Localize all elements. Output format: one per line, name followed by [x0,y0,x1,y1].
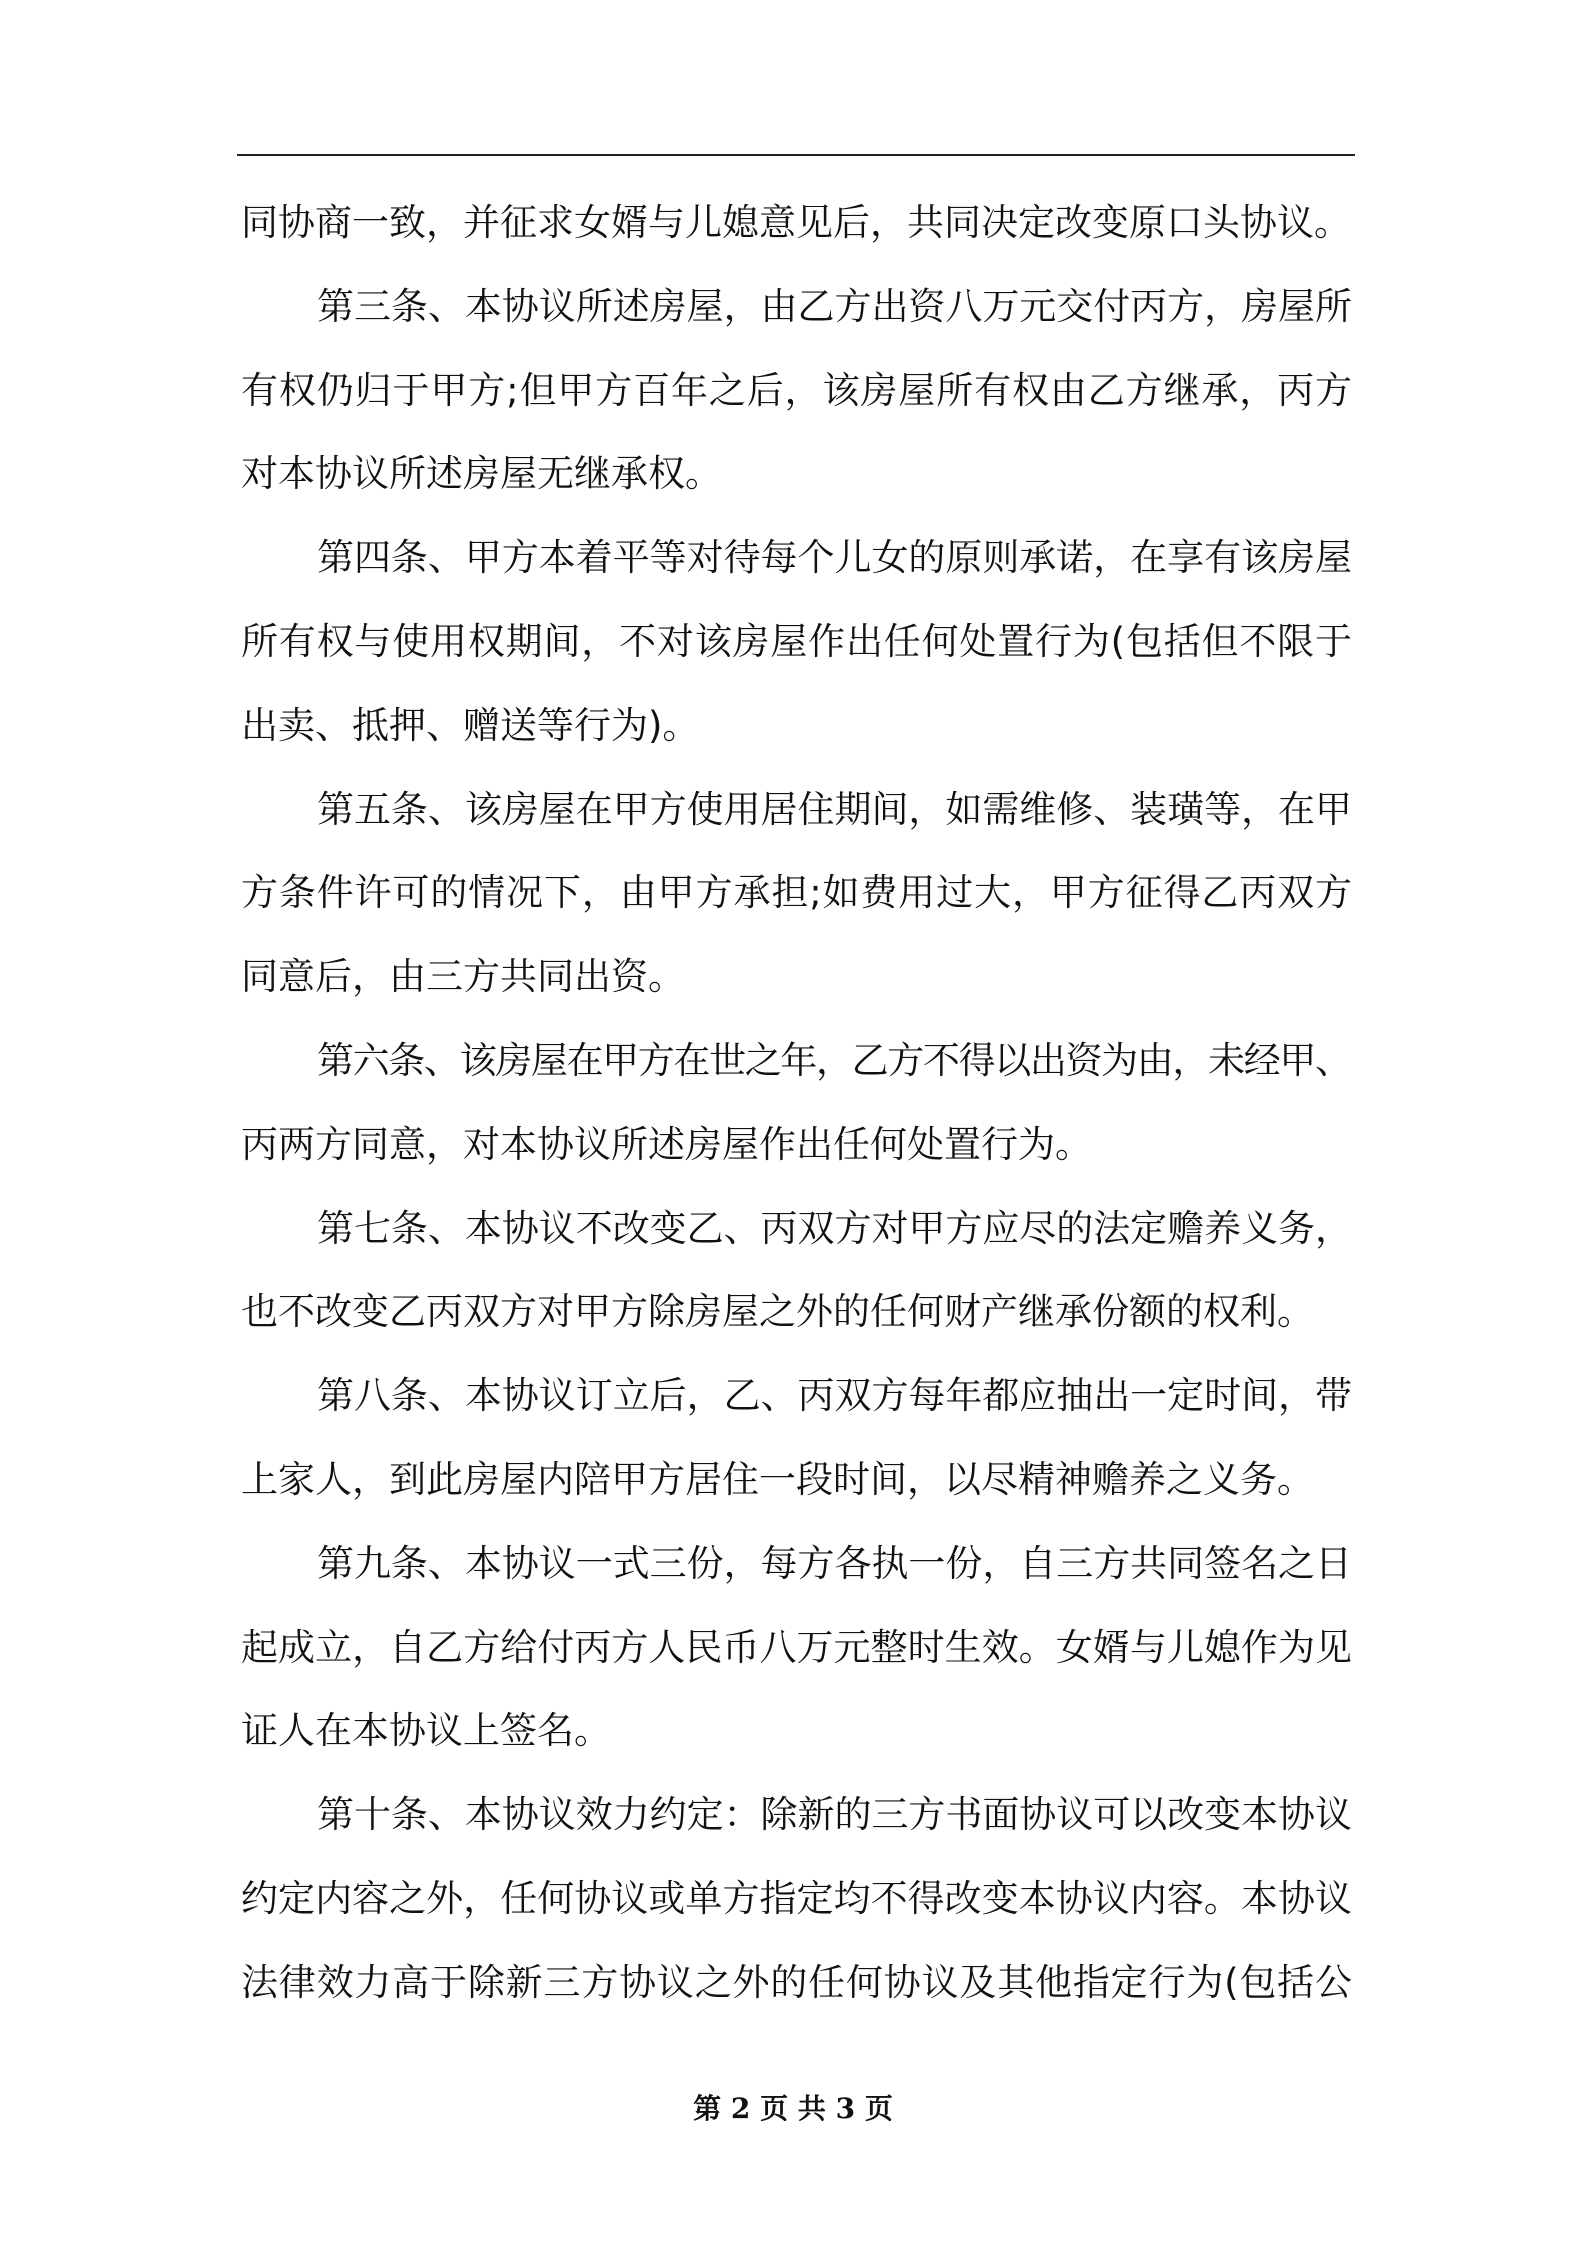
text-line [241,516,1352,600]
line-text: 第五条、该房屋在甲方使用居住期间，如需维修、装璜等，在甲 [317,787,1352,831]
line-text: 第七条、本协议不改变乙、丙双方对甲方应尽的法定赡养义务， [317,1206,1352,1250]
text-line [241,1103,1352,1187]
text-line [241,600,1352,684]
text-line [241,432,1352,516]
text-line [241,1270,1352,1354]
continued-paragraph-line [241,181,1352,265]
text-line [241,684,1352,768]
text-line [241,1857,1352,1941]
line-text: 第九条、本协议一式三份，每方各执一份，自三方共同签名之日 [317,1541,1352,1585]
line-text: 同意后，由三方共同出资。 [241,955,685,999]
text-line [241,935,1352,1019]
text-line [241,768,1352,852]
line-text: 有权仍归于甲方;但甲方百年之后，该房屋所有权由乙方继承，丙方 [241,368,1353,412]
text-line [241,1941,1352,2025]
line-text: 同协商一致，并征求女婿与儿媳意见后，共同决定改变原口头协议。 [241,201,1351,244]
text-line [241,1522,1352,1606]
clause-6 [241,1019,1352,1187]
text-line [241,851,1352,935]
line-text: 证人在本协议上签名。 [241,1709,611,1753]
clause-5 [241,768,1352,1019]
clause-7 [241,1187,1352,1355]
text-line [241,1187,1352,1271]
text-line [241,1773,1352,1857]
text-line [241,1354,1352,1438]
text-line [241,1689,1352,1773]
text-line [241,265,1352,349]
line-text: 法律效力高于除新三方协议之外的任何协议及其他指定行为(包括公 [241,1960,1353,2004]
page-number-footer: 第 2 页 共 3 页 [693,2092,893,2125]
line-text: 方条件许可的情况下，由甲方承担;如费用过大，甲方征得乙丙双方 [241,871,1353,915]
line-text: 第十条、本协议效力约定：除新的三方书面协议可以改变本协议 [317,1793,1352,1837]
line-text: 也不改变乙丙双方对甲方除房屋之外的任何财产继承份额的权利。 [241,1290,1314,1334]
clause-10 [241,1773,1352,2024]
line-text: 出卖、抵押、赠送等行为)。 [241,703,700,747]
clause-3 [241,265,1352,516]
text-line [241,1019,1352,1103]
line-text: 起成立，自乙方给付丙方人民币八万元整时生效。女婿与儿媳作为见 [241,1625,1353,1669]
line-text: 约定内容之外，任何协议或单方指定均不得改变本协议内容。本协议 [241,1876,1353,1920]
line-text: 第三条、本协议所述房屋，由乙方出资八万元交付丙方，房屋所 [317,284,1352,328]
line-text: 所有权与使用权期间，不对该房屋作出任何处置行为(包括但不限于 [241,619,1353,663]
document-body [241,181,1352,2025]
line-text: 第六条、该房屋在甲方在世之年，乙方不得以出资为由，未经甲、 [317,1038,1351,1082]
clause-8 [241,1354,1352,1522]
line-text: 对本协议所述房屋无继承权。 [241,452,722,496]
header-rule [237,154,1355,156]
line-text: 第四条、甲方本着平等对待每个儿女的原则承诺，在享有该房屋 [317,536,1352,580]
line-text: 丙两方同意，对本协议所述房屋作出任何处置行为。 [241,1122,1092,1166]
text-line [241,1606,1352,1690]
text-line [241,349,1352,433]
clause-9 [241,1522,1352,1773]
clause-4 [241,516,1352,767]
line-text: 上家人，到此房屋内陪甲方居住一段时间，以尽精神赡养之义务。 [241,1457,1314,1501]
line-text: 第八条、本协议订立后，乙、丙双方每年都应抽出一定时间，带 [317,1374,1352,1418]
text-line [241,1438,1352,1522]
